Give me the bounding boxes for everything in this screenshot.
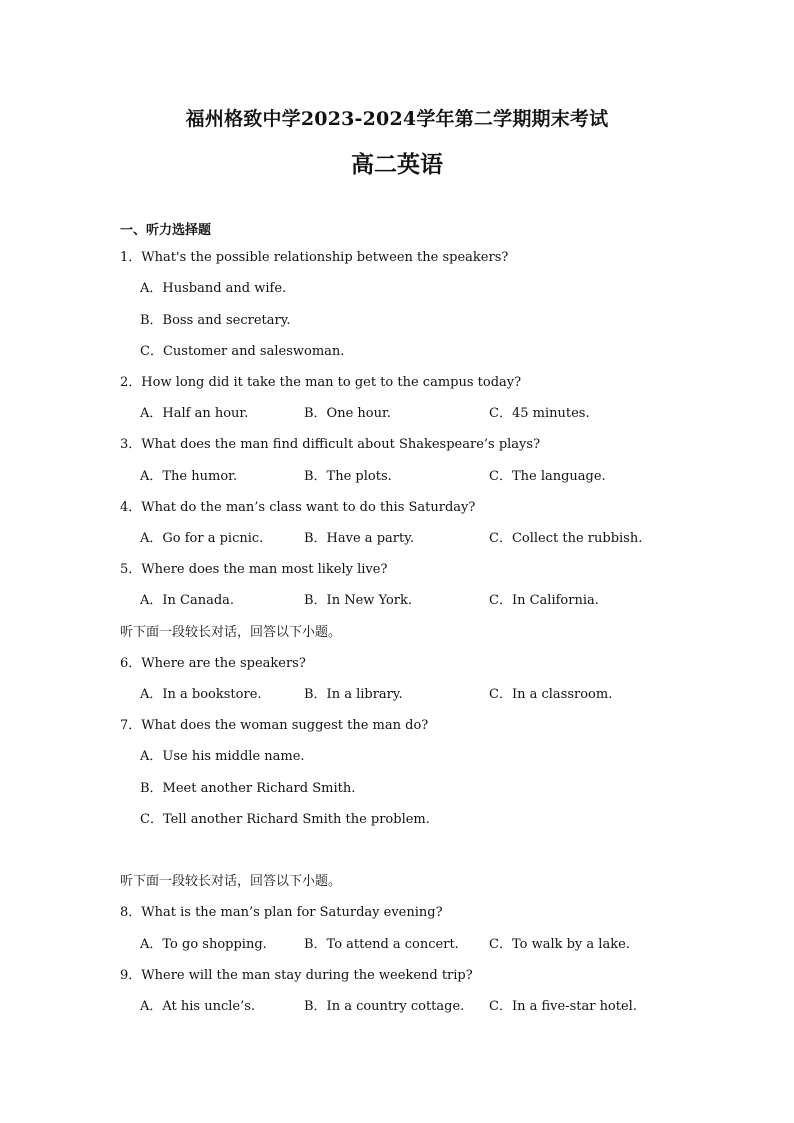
question-text: How long did it take the man to get to the campus today? [141,375,522,390]
question-3 [120,437,540,453]
q2-option-c: C．45 minutes. [489,406,590,421]
q4-option-a: A．Go for a picnic. [140,531,264,546]
question-number: 7． [120,718,142,733]
exam-title: 福州格致中学2023-2024学年第二学期期末考试 [185,108,609,130]
q4-option-b: B．Have a party. [304,531,414,546]
q4-option-c: C．Collect the rubbish. [489,531,643,546]
exam-subject: 高二英语 [351,151,443,178]
question-4 [120,500,475,516]
listening-instruction: 听下面一段较长对话，回答以下小题。 [120,874,342,889]
question-text: What is the man’s plan for Saturday evening? [141,905,443,920]
q5-option-a: A．In Canada. [140,593,235,608]
q7-option-a: A．Use his middle name. [140,749,305,764]
question-8 [120,905,443,921]
section-heading: 一、听力选择题 [120,223,212,238]
question-number: 2． [120,375,142,390]
q9-option-c: C．In a five-star hotel. [489,999,637,1014]
question-9 [120,968,473,984]
q8-option-a: A．To go shopping. [140,937,267,952]
q1-option-b: B．Boss and secretary. [140,313,291,328]
question-5 [120,562,387,578]
q2-option-a: A．Half an hour. [140,406,249,421]
question-number: 4． [120,500,142,515]
question-number: 8． [120,905,142,920]
q1-option-c: C．Customer and saleswoman. [140,344,345,359]
q3-option-c: C．The language. [489,469,606,484]
q3-option-a: A．The humor. [140,469,238,484]
q6-option-c: C．In a classroom. [489,687,613,702]
question-number: 3． [120,437,142,452]
question-text: Where does the man most likely live? [141,562,388,577]
q5-option-b: B．In New York. [304,593,413,608]
question-1 [120,250,508,266]
q6-option-a: A．In a bookstore. [140,687,262,702]
question-2 [120,375,521,391]
question-text: Where are the speakers? [141,656,306,671]
question-text: What does the woman suggest the man do? [141,718,429,733]
question-6 [120,656,306,672]
q8-option-c: C．To walk by a lake. [489,937,630,952]
q7-option-c: C．Tell another Richard Smith the problem. [140,812,430,827]
q9-option-a: A．At his uncle’s. [140,999,256,1014]
q1-option-a: A．Husband and wife. [140,281,287,296]
question-text: Where will the man stay during the weekend trip? [141,968,473,983]
question-text: What's the possible relationship between the speakers? [141,250,509,265]
q5-option-c: C．In California. [489,593,599,608]
question-7 [120,718,428,734]
q6-option-b: B．In a library. [304,687,403,702]
q9-option-b: B．In a country cottage. [304,999,465,1014]
question-text: What do the man’s class want to do this Saturday? [141,500,476,515]
question-number: 6． [120,656,142,671]
question-number: 1． [120,250,142,265]
question-number: 5． [120,562,142,577]
question-number: 9． [120,968,142,983]
q2-option-b: B．One hour. [304,406,391,421]
question-text: What does the man find difficult about Shakespeare’s plays? [141,437,541,452]
listening-instruction: 听下面一段较长对话，回答以下小题。 [120,625,342,640]
q3-option-b: B．The plots. [304,469,392,484]
q8-option-b: B．To attend a concert. [304,937,459,952]
q7-option-b: B．Meet another Richard Smith. [140,781,356,796]
